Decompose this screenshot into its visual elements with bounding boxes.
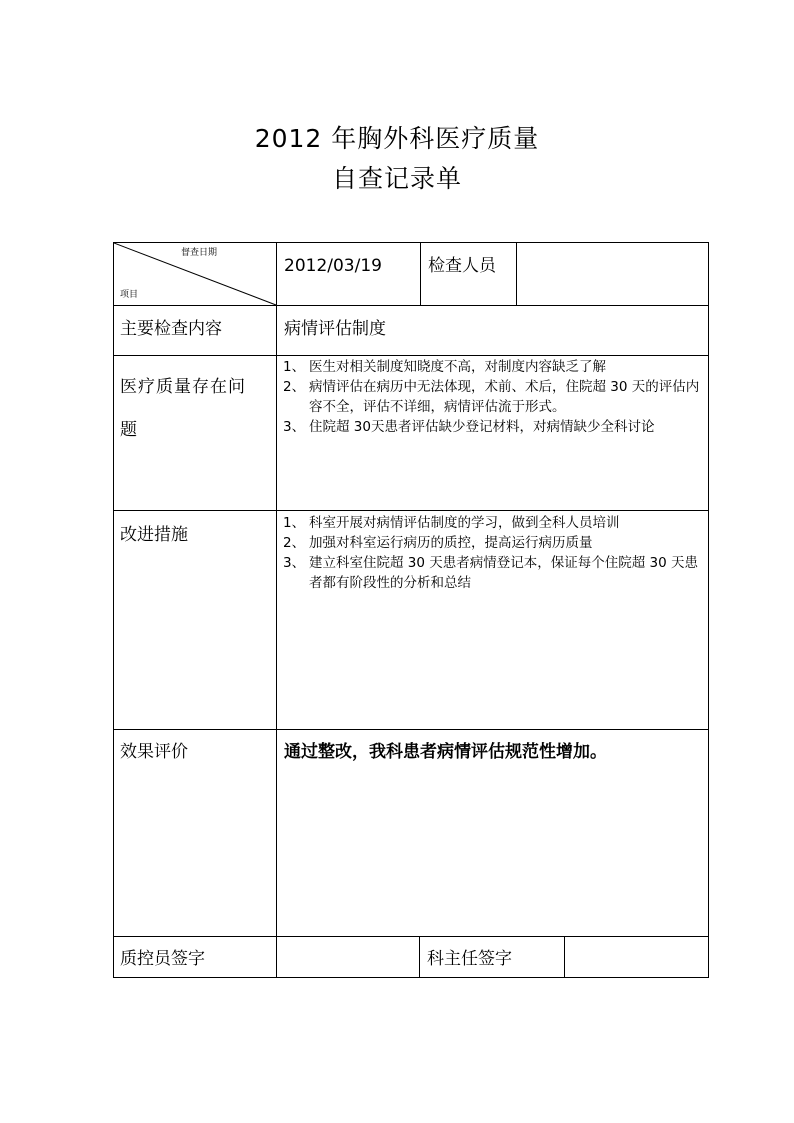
item-text: 建立科室住院超 30 天患者病情登记本，保证每个住院超 30 天患者都有阶段性的分析和总结 (309, 555, 699, 591)
director-sign-label: 科主任签字 (427, 949, 512, 969)
column-divider (276, 243, 277, 977)
measures-list (283, 513, 705, 593)
problems-label (120, 366, 246, 452)
item-number: 3、 (283, 555, 306, 571)
inspection-date: 2012/03/19 (284, 256, 382, 276)
row-divider (114, 936, 708, 937)
list-item (283, 513, 705, 533)
item-number: 1、 (283, 515, 306, 531)
column-divider (420, 243, 421, 305)
item-text: 加强对科室运行病历的质控，提高运行病历质量 (309, 535, 593, 551)
corner-date-label: 督查日期 (181, 248, 218, 258)
document-title: 2012 年胸外科医疗质量 (254, 124, 540, 153)
item-number: 2、 (283, 535, 306, 551)
measures-label: 改进措施 (120, 525, 188, 545)
item-number: 2、 (283, 379, 306, 395)
item-number: 3、 (283, 419, 306, 435)
problems-list (283, 357, 703, 437)
item-text: 医生对相关制度知晓度不高，对制度内容缺乏了解 (309, 359, 606, 375)
list-item (283, 553, 705, 593)
row-divider (114, 510, 708, 511)
main-content-value: 病情评估制度 (284, 319, 386, 339)
row-divider (114, 355, 708, 356)
inspection-table (113, 242, 709, 978)
item-text: 病情评估在病历中无法体现，术前、术后，住院超 30 天的评估内容不全，评估不详细，病情评估流于形式。 (309, 379, 700, 415)
effect-label: 效果评价 (120, 742, 188, 762)
inspector-label: 检查人员 (428, 256, 496, 276)
item-text: 科室开展对病情评估制度的学习，做到全科人员培训 (309, 515, 620, 531)
item-number: 1、 (283, 359, 306, 375)
list-item (283, 357, 703, 377)
column-divider (516, 243, 517, 305)
item-text: 住院超 30天患者评估缺少登记材料，对病情缺少全科讨论 (309, 419, 655, 435)
list-item (283, 533, 705, 553)
corner-item-label: 项目 (120, 290, 139, 300)
problems-label-line1: 医疗质量存在问 (120, 377, 246, 397)
list-item (283, 417, 703, 437)
problems-label-line2: 题 (120, 420, 138, 440)
main-content-label: 主要检查内容 (120, 319, 222, 339)
list-item (283, 377, 703, 417)
effect-value: 通过整改，我科患者病情评估规范性增加。 (284, 742, 607, 762)
qc-sign-label: 质控员签字 (120, 949, 205, 969)
column-divider (419, 936, 420, 977)
column-divider (564, 936, 565, 977)
document-subtitle: 自查记录单 (331, 164, 462, 193)
row-divider (114, 729, 708, 730)
